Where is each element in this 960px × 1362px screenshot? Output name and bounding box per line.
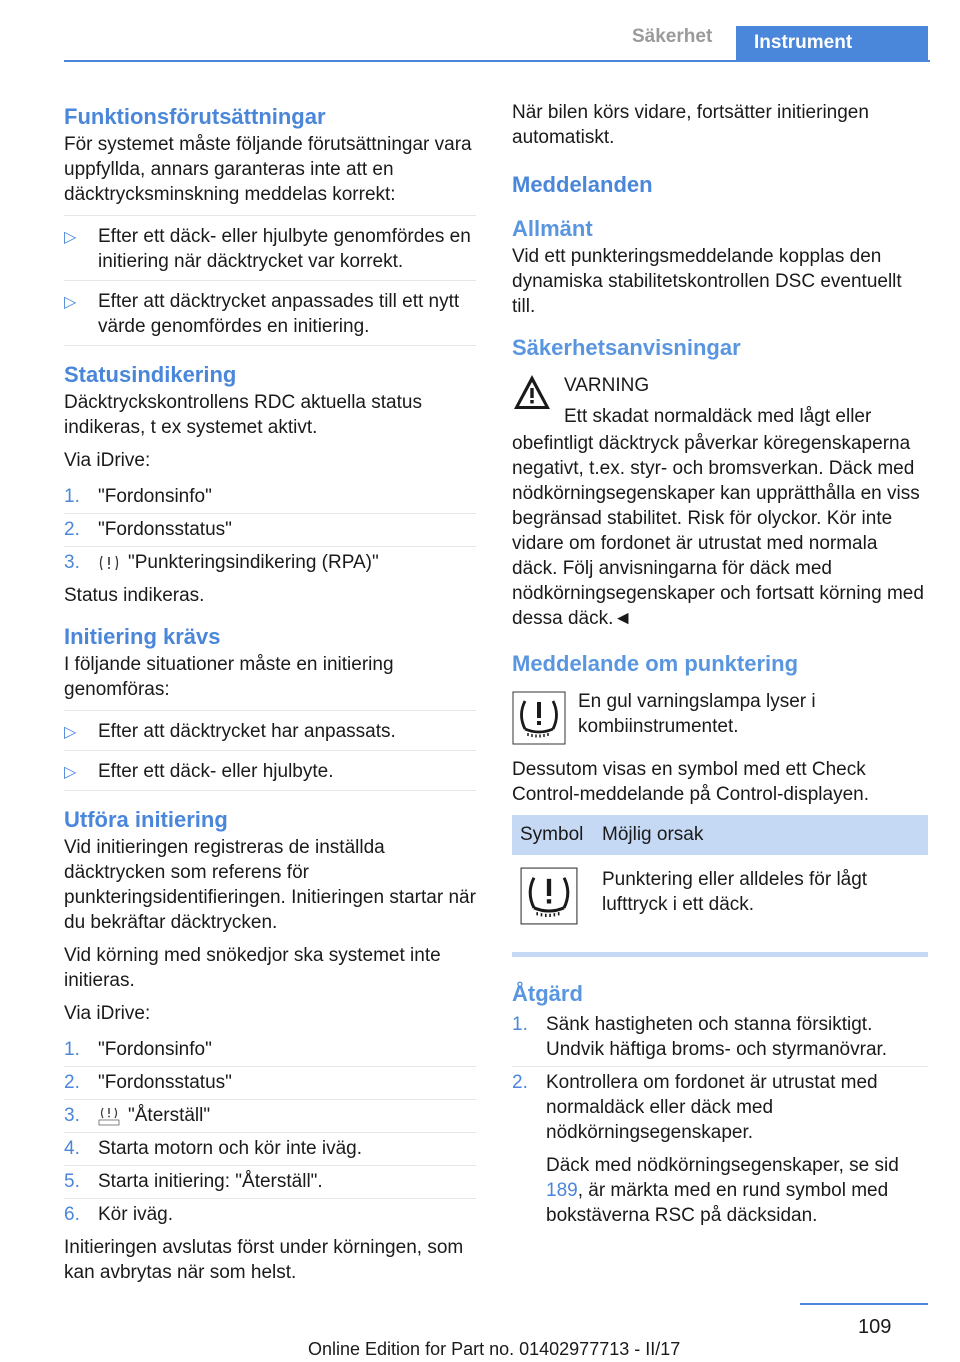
warning-block [512,373,928,429]
heading-allmant: Allmänt [512,216,593,241]
para-funktion: För systemet måste följande förutsättningar vara uppfyllda, annars garanteras inte att en däcktrycksminskning meddelas korrekt: [64,134,472,205]
triangle-bullet-icon: ▷ [64,764,77,781]
col-header-orsak: Möjlig orsak [594,815,928,855]
heading-atgard: Åtgärd [512,981,583,1006]
triangle-bullet-icon: ▷ [64,229,77,246]
para-via-idrive-2: Via iDrive: [64,1003,151,1024]
heading-init: Initiering krävs [64,624,221,649]
warning-triangle-icon [512,373,552,411]
list-item: 6. Kör iväg. [64,1204,173,1225]
table-row [512,855,928,944]
heading-meddelanden: Meddelanden [512,172,653,197]
list-item: 5. Starta initiering: "Återställ". [64,1166,476,1199]
para-via-idrive: Via iDrive: [64,450,151,471]
list-item: 1. Sänk hastigheten och stanna försiktigt. Undvik häftiga broms- och styrmanövrar. [512,1009,928,1067]
heading-funktion: Funktionsförutsättningar [64,104,326,129]
tire-pressure-warning-icon [512,691,566,745]
section-tab[interactable]: Säkerhet [632,26,713,47]
atgard-note: Däck med nödkörningsegenskaper, se sid 189, är märkta med en rund symbol med bokstäverna RSC på däcksidan. [546,1155,899,1226]
symbol-table [512,815,928,944]
list-item: 4. Starta motorn och kör inte iväg. [64,1133,476,1166]
orsak-cell: Punktering eller alldeles för lågt lufttryck i ett däck. [602,869,868,915]
list-item: 2. "Fordonsstatus" [64,1067,476,1100]
atgard-steps [512,1009,928,1232]
triangle-bullet-icon: ▷ [64,294,77,311]
para-lampa: En gul varningslampa lyser i kombiinstrumentet. [578,691,816,737]
para-continue: När bilen körs vidare, fortsätter initieringen automatiskt. [512,102,869,148]
heading-punktering: Meddelande om punktering [512,651,799,676]
para-init: I följande situationer måste en initiering genomföras: [64,654,394,700]
reset-icon [98,1106,120,1126]
edition-line: Online Edition for Part no. 01402977713 - II/17 [308,1339,681,1359]
page-header [0,0,960,62]
heading-status: Statusindikering [64,362,237,387]
list-item: ▷ Efter att däcktrycket anpassades till ett nytt värde genomfördes en initiering. [64,281,476,346]
right-column [512,100,928,1236]
list-item: 2. Kontrollera om fordonet är utrustat med normaldäck eller däck med nödkörningsegenskaper. Däck med nödkörningsegenskaper, se sid 189, är märkta med en rund symbol med bokstäverna RSC på däcksidan. [512,1067,928,1232]
tire-warning-icon [98,553,120,573]
chapter-tab[interactable]: Instrument [736,26,928,62]
symbol-cell [512,855,594,944]
para-status: Däcktryckskontrollens RDC aktuella status indikeras, t ex systemet aktivt. [64,392,422,438]
para-utfora-1: Vid initieringen registreras de inställda däcktrycken som referens för punkteringsidentifieringen. Initieringen startar när du bekräftar däcktrycken. [64,837,476,933]
list-item: 3. "Punkteringsindikering (RPA)" [64,552,379,573]
list-item: ▷ Efter ett däck- eller hjulbyte genomfördes en initiering när däcktrycket var korrekt. [64,215,476,281]
tire-pressure-warning-icon [520,867,578,925]
list-item: 1. "Fordonsinfo" [64,481,476,514]
list-item: 2. "Fordonsstatus" [64,514,476,547]
footer-rule [800,1303,928,1305]
para-status-end: Status indikeras. [64,585,205,606]
para-dessutom: Dessutom visas en symbol med ett Check Control-meddelande på Control-displayen. [512,759,869,805]
para-allmant: Vid ett punkteringsmeddelande kopplas den dynamiska stabilitetskontrollen DSC eventuellt till. [512,246,902,317]
funktion-list [64,215,476,346]
warning-title: VARNING [564,375,650,396]
triangle-bullet-icon: ▷ [64,724,77,741]
utfora-steps [64,1034,476,1231]
page-link[interactable]: 189 [546,1180,578,1201]
init-list [64,710,476,791]
warning-body: obefintligt däcktryck påverkar köregenskaperna negativt, t.ex. styr- och bromsverkan. Däck med nödkörningsegenskaper kan upprätthålla en viss begränsad stabilitet. Risk för olyckor. Kör inte vidare om fordonet är utrustat med normala däck. Följ anvisningarna för däck med nödkörningsegenskaper och fortsatt körning med dessa däck.◄ [512,433,924,629]
tpms-lamp-block [512,689,928,747]
para-utfora-2: Vid körning med snökedjor ska systemet inte initieras. [64,945,441,991]
table-bottom-rule [512,952,928,957]
heading-sakerhet: Säkerhetsanvisningar [512,335,741,360]
list-item: 3. "Återställ" [64,1100,476,1133]
header-rule [64,60,930,62]
left-column [64,100,476,1293]
status-steps [64,481,476,579]
warning-first-line: Ett skadat normaldäck med lågt eller [564,406,872,427]
list-item: 1. "Fordonsinfo" [64,1034,476,1067]
col-header-symbol: Symbol [512,815,594,855]
list-item: ▷ Efter att däcktrycket har anpassats. [64,710,476,751]
heading-utfora: Utföra initiering [64,807,228,832]
para-utfora-end: Initieringen avslutas först under körningen, som kan avbrytas när som helst. [64,1237,464,1283]
list-item: ▷ Efter ett däck- eller hjulbyte. [64,751,476,791]
page-number: 109 [858,1316,892,1338]
